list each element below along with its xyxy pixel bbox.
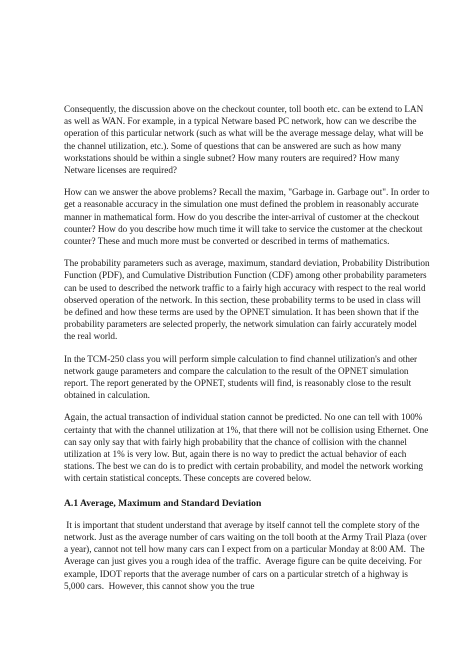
paragraph-garbage-in: How can we answer the above problems? Recall the maxim, "Garbage in. Garbage out". In order to get a reasonable accuracy in the simulation one must defined the problem in reasonably accurate manner in mathematical form. How do you describe the inter-arrival of customer at the checkout counter? How do you describe how much time it will take to service the customer at the checkout counter? These and much more must be converted or described in terms of mathematics.: [64, 187, 430, 247]
section-heading: A.1 Average, Maximum and Standard Deviation: [64, 497, 262, 509]
paragraph-probability-parameters: The probability parameters such as average, maximum, standard deviation, Probability Distribution Function (PDF), and Cumulative Distribution Function (CDF) among other probability parameters can be used to described the network traffic to a fairly high accuracy with respect to the real world observed operation of the network. In this section, these probability terms to be used in class will be defined and how these terms are used by the OPNET simulation. It has been shown that if the probability parameters are selected properly, the network simulation can fairly accurately model the real world.: [64, 258, 430, 342]
document-page: [64, 103, 430, 602]
paragraph-lan-wan: Consequently, the discussion above on the checkout counter, toll booth etc. can be extend to LAN as well as WAN. For example, in a typical Netware based PC network, how can we describe the operation of this particular network (such as what will be the average message delay, what will be the channel utilization, etc.). Some of questions that can be answered are such as how many workstations should be within a single subnet? How many routers are required? How many Netware licenses are required?: [64, 104, 424, 176]
paragraph-transaction-prediction: Again, the actual transaction of individual station cannot be predicted. No one can tell with 100% certainty that with the channel utilization at 1%, that there will not be collision using Ethernet. One can say only say that with fairly high probability that the chance of collision with the channel utilization at 1% is very low. But, again there is no way to predict the actual behavior of each stations. The best we can do is to predict with certain probability, and model the network working with certain statistical concepts. These concepts are covered below.: [64, 412, 429, 484]
paragraph-tcm-250: In the TCM-250 class you will perform simple calculation to find channel utilization's and other network gauge parameters and compare the calculation to the result of the OPNET simulation report. The report generated by the OPNET, students will find, is reasonably close to the result obtained in calculation.: [64, 353, 418, 401]
paragraph-average-story: It is important that student understand that average by itself cannot tell the complete story of the network. Just as the average number of cars waiting on the toll booth at the Army Trail Plaza (over a year), cannot not tell how many cars can I expect from on a particular Monday at 8:00 AM. The Average can just gives you a rough idea of the traffic. Average figure can be quite deceiving. For example, IDOT reports that the average number of cars on a particular stretch of a highway is 5,000 cars. However, this cannot show you the true: [64, 519, 429, 591]
